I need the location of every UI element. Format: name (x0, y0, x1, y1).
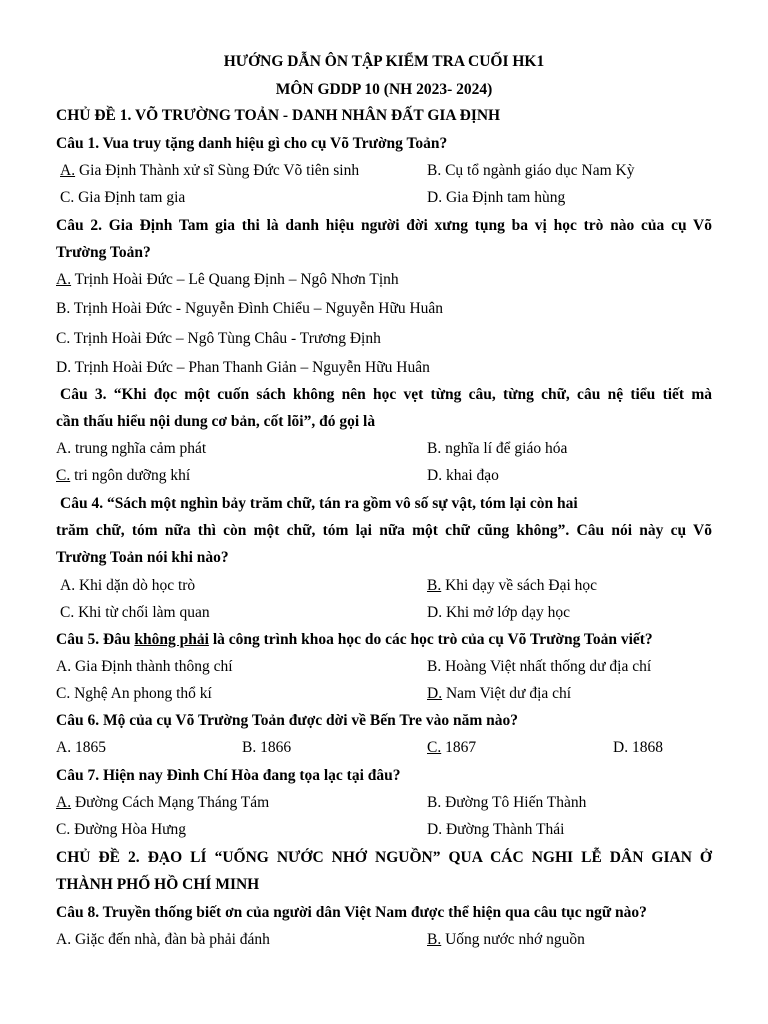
q7-option-a-text: Đường Cách Mạng Tháng Tám (71, 794, 270, 811)
q8-answer-letter: B. (427, 931, 442, 948)
q1-option-b: B. Cụ tổ ngành giáo dục Nam Kỳ (427, 162, 635, 179)
q2-option-c: C. Trịnh Hoài Đức – Ngô Tùng Châu - Trương Định (56, 330, 381, 347)
q4-option-b (427, 576, 597, 596)
q5-answer-letter: D. (427, 685, 443, 702)
question-5-pre: Câu 5. Đâu (56, 631, 135, 648)
q3-option-c-text: tri ngôn dưỡng khí (70, 467, 191, 484)
q4-option-b-text: Khi dạy về sách Đại học (441, 577, 598, 594)
q3-answer-letter: C. (56, 467, 71, 484)
q6-option-c (427, 738, 476, 758)
question-2-line-1: Câu 2. Gia Định Tam gia thi là danh hiệu người đời xưng tụng ba vị học trò nào của cụ Võ (56, 217, 712, 234)
topic-1-heading: CHỦ ĐỀ 1. VÕ TRƯỜNG TOẢN - DANH NHÂN ĐẤT GIA ĐỊNH (56, 107, 501, 124)
question-7: Câu 7. Hiện nay Đình Chí Hòa đang tọa lạc tại đâu? (56, 767, 401, 784)
q4-option-d: D. Khi mở lớp dạy học (427, 604, 570, 621)
q8-option-b (427, 930, 585, 950)
doc-subtitle: MÔN GDDP 10 (NH 2023- 2024) (275, 81, 493, 98)
q3-option-c (56, 466, 190, 486)
q5-option-d-text: Nam Việt dư địa chí (442, 685, 572, 702)
q5-option-a: A. Gia Định thành thông chí (56, 658, 233, 675)
q2-option-a (56, 270, 399, 290)
q7-answer-letter: A. (56, 794, 72, 811)
q7-option-d: D. Đường Thành Thái (427, 821, 565, 838)
q8-option-b-text: Uống nước nhớ nguồn (441, 931, 585, 948)
topic-2-heading-line-1: CHỦ ĐỀ 2. ĐẠO LÍ “UỐNG NƯỚC NHỚ NGUỒN” QUA CÁC NGHI LỄ DÂN GIAN Ở (56, 849, 712, 866)
question-5-post: là công trình khoa học do các học trò của cụ Võ Trường Toản viết? (208, 631, 653, 648)
q6-answer-letter: C. (427, 739, 442, 756)
question-2-line-2: Trường Toản? (56, 244, 151, 261)
q5-option-d (427, 684, 571, 704)
question-3-line-1: Câu 3. “Khi đọc một cuốn sách không nên học vẹt từng câu, từng chữ, câu nệ tiểu tiết mà (60, 386, 712, 403)
q2-option-d: D. Trịnh Hoài Đức – Phan Thanh Giản – Nguyễn Hữu Huân (56, 359, 430, 376)
q4-option-c: C. Khi từ chối làm quan (60, 604, 210, 621)
q4-answer-letter: B. (427, 577, 442, 594)
q7-option-c: C. Đường Hòa Hưng (56, 821, 187, 838)
q6-option-a: A. 1865 (56, 739, 106, 756)
question-5-emphasis: không phải (134, 631, 209, 648)
q6-option-d: D. 1868 (613, 739, 663, 756)
q7-option-a (56, 793, 269, 813)
question-5 (56, 630, 712, 650)
question-8: Câu 8. Truyền thống biết ơn của người dân Việt Nam được thể hiện qua câu tục ngữ nào? (56, 904, 647, 921)
q3-option-a: A. trung nghĩa cảm phát (56, 440, 207, 457)
topic-2-heading-line-2: THÀNH PHỐ HỒ CHÍ MINH (56, 876, 260, 893)
q1-option-a (60, 161, 359, 181)
q3-option-b: B. nghĩa lí để giáo hóa (427, 440, 568, 457)
q8-option-a: A. Giặc đến nhà, đàn bà phải đánh (56, 931, 270, 948)
q2-answer-letter: A. (56, 271, 72, 288)
q7-option-b: B. Đường Tô Hiến Thành (427, 794, 587, 811)
q5-option-b: B. Hoàng Việt nhất thống dư địa chí (427, 658, 652, 675)
question-6: Câu 6. Mộ của cụ Võ Trường Toản được dời về Bến Tre vào năm nào? (56, 712, 519, 729)
q2-option-a-text: Trịnh Hoài Đức – Lê Quang Định – Ngô Nhơn Tịnh (71, 271, 399, 288)
q1-option-c: C. Gia Định tam gia (60, 189, 186, 206)
q1-option-d: D. Gia Định tam hùng (427, 189, 566, 206)
q4-option-a: A. Khi dặn dò học trò (60, 577, 196, 594)
q1-answer-letter: A. (60, 162, 76, 179)
q3-option-d: D. khai đạo (427, 467, 499, 484)
q6-option-c-text: 1867 (441, 739, 477, 756)
q6-option-b: B. 1866 (242, 739, 292, 756)
question-3-line-2: cần thấu hiểu nội dung cơ bản, cốt lõi”, đó gọi là (56, 413, 376, 430)
question-4-line-3: Trường Toản nói khi nào? (56, 549, 229, 566)
q2-option-b: B. Trịnh Hoài Đức - Nguyễn Đình Chiểu – Nguyễn Hữu Huân (56, 300, 444, 317)
question-1: Câu 1. Vua truy tặng danh hiệu gì cho cụ Võ Trường Toản? (56, 135, 448, 152)
q5-option-c: C. Nghệ An phong thổ kí (56, 685, 212, 702)
q1-option-a-text: Gia Định Thành xử sĩ Sùng Đức Võ tiên sinh (75, 162, 360, 179)
doc-title: HƯỚNG DẪN ÔN TẬP KIỂM TRA CUỐI HK1 (223, 53, 545, 70)
question-4-line-1: Câu 4. “Sách một nghìn bảy trăm chữ, tán ra gồm vô số sự vật, tóm lại còn hai (60, 495, 578, 512)
question-4-line-2: trăm chữ, tóm nữa thì còn một chữ, tóm lại nữa một chữ cũng không”. Câu nói này cụ Võ (56, 522, 712, 539)
